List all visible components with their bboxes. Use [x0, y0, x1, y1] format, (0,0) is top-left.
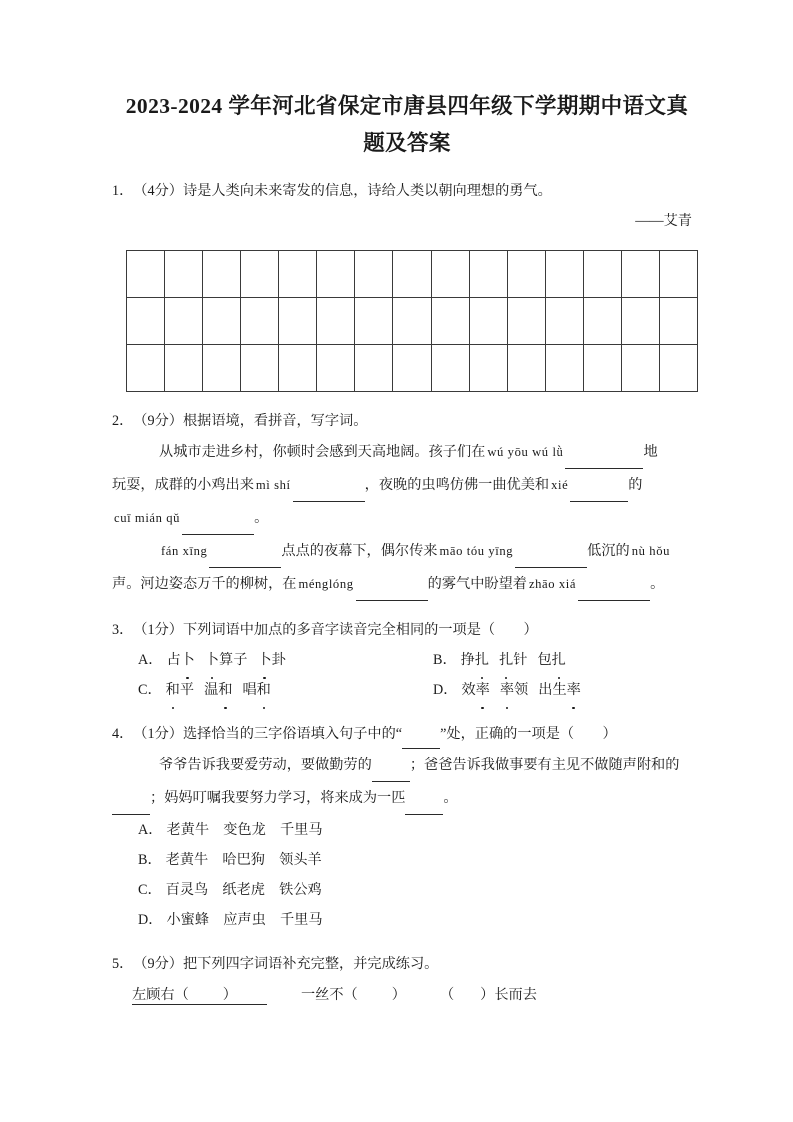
emphasized-char: 卜: [205, 645, 219, 675]
question-3-options: [112, 645, 702, 705]
option-char: 温: [204, 682, 219, 698]
option-label: B．: [433, 652, 457, 668]
pinyin-text: mì shí: [255, 478, 291, 492]
question-2-body: [112, 436, 702, 601]
answer-blank[interactable]: [515, 552, 587, 568]
question-4-number: 4．: [112, 726, 134, 742]
emphasized-char: 卜: [257, 645, 271, 675]
pinyin-text: māo tóu yīng: [439, 544, 514, 558]
grid-cell[interactable]: [545, 345, 583, 392]
grid-cell[interactable]: [165, 251, 203, 298]
question-4-line: [112, 749, 702, 782]
grid-cell[interactable]: [545, 298, 583, 345]
option-A[interactable]: [112, 815, 702, 845]
question-4-text-post: ”处，正确的一项是（ ）: [440, 726, 617, 742]
idiom-text-after: ）: [222, 987, 237, 1003]
question-1-score: （4分）: [133, 183, 183, 199]
question-2-number: 2．: [112, 413, 134, 429]
grid-cell[interactable]: [507, 345, 545, 392]
grid-cell[interactable]: [241, 345, 279, 392]
question-3-stem: [112, 615, 702, 645]
question-1-attribution: ——艾青: [635, 213, 692, 229]
option-D[interactable]: [112, 905, 702, 935]
question-4-line: [112, 782, 702, 815]
grid-cell[interactable]: [127, 345, 165, 392]
pinyin-text: fán xīng: [161, 544, 208, 558]
sentence-text: 地: [643, 444, 658, 460]
option-char: 算子: [219, 652, 248, 668]
sentence-text: 的雾气中盼望着: [427, 576, 527, 592]
option-label: C．: [138, 882, 162, 898]
question-1-stem: [112, 176, 702, 206]
writing-grid-wrap: [126, 250, 702, 392]
question-5-score: （9分）: [133, 956, 183, 972]
grid-cell[interactable]: [621, 298, 659, 345]
option-B[interactable]: [407, 645, 702, 675]
grid-cell[interactable]: [393, 251, 431, 298]
option-char: 卦: [271, 652, 286, 668]
question-4: [112, 719, 702, 935]
sentence-text: ，夜晚的虫鸣仿佛一曲优美和: [364, 477, 550, 493]
sentence-text: ；爸爸告诉我做事要有主见不做随声附和的: [409, 757, 680, 773]
answer-blank[interactable]: [372, 766, 410, 782]
grid-cell[interactable]: [659, 345, 697, 392]
question-1-number: 1．: [112, 183, 134, 199]
option-B[interactable]: [112, 845, 702, 875]
question-4-body: [112, 749, 702, 815]
option-label: A．: [138, 822, 163, 838]
grid-cell[interactable]: [393, 345, 431, 392]
question-2-line: [112, 502, 702, 535]
answer-blank[interactable]: [578, 585, 650, 601]
grid-cell[interactable]: [317, 298, 355, 345]
question-2-stem: [112, 406, 702, 436]
table-row: [127, 345, 698, 392]
option-text: 百灵鸟 纸老虎 铁公鸡: [165, 882, 322, 898]
grid-cell[interactable]: [583, 251, 621, 298]
grid-cell[interactable]: [241, 251, 279, 298]
grid-cell[interactable]: [317, 345, 355, 392]
emphasized-char: 和: [257, 675, 271, 705]
option-char: 效: [461, 682, 476, 698]
option-label: D．: [138, 912, 163, 928]
grid-cell[interactable]: [317, 251, 355, 298]
question-3-score: （1分）: [133, 622, 183, 638]
option-D[interactable]: [407, 675, 702, 705]
question-2-line: [112, 469, 702, 502]
question-4-text-pre: 选择恰当的三字俗语填入句子中的“: [182, 726, 403, 742]
pinyin-text: cuī mián qǔ: [114, 511, 181, 525]
sentence-text: 低沉的: [587, 543, 630, 559]
option-C[interactable]: [112, 675, 407, 705]
pinyin-text: xié: [551, 478, 569, 492]
grid-cell[interactable]: [469, 345, 507, 392]
answer-blank[interactable]: [570, 486, 628, 502]
grid-cell[interactable]: [507, 298, 545, 345]
table-row: [127, 298, 698, 345]
grid-cell[interactable]: [659, 251, 697, 298]
idiom-item[interactable]: [301, 987, 406, 1003]
sentence-text: 。: [443, 790, 458, 806]
emphasized-char: 率: [500, 675, 514, 705]
grid-cell[interactable]: [545, 251, 583, 298]
sentence-text: 爷爷告诉我要爱劳动，要做勤劳的: [159, 757, 372, 773]
grid-cell[interactable]: [621, 251, 659, 298]
answer-blank[interactable]: [405, 799, 443, 815]
emphasized-char: 扎: [475, 645, 489, 675]
question-1: [112, 176, 702, 392]
emphasized-char: 扎: [552, 645, 566, 675]
option-label: B．: [138, 852, 162, 868]
grid-cell[interactable]: [127, 298, 165, 345]
idiom-item[interactable]: [440, 987, 537, 1003]
answer-blank[interactable]: [209, 552, 281, 568]
grid-cell[interactable]: [203, 298, 241, 345]
option-label: D．: [433, 682, 458, 698]
answer-blank[interactable]: [112, 799, 150, 815]
question-4-score: （1分）: [133, 726, 183, 742]
grid-cell[interactable]: [583, 345, 621, 392]
question-2-score: （9分）: [133, 413, 183, 429]
grid-cell[interactable]: [279, 298, 317, 345]
option-char: 占: [166, 652, 181, 668]
pinyin-text: zhāo xiá: [528, 577, 577, 591]
emphasized-char: 扎: [499, 645, 513, 675]
grid-cell[interactable]: [279, 251, 317, 298]
sentence-text: ；妈妈叮嘱我要努力学习，将来成为一匹: [150, 790, 406, 806]
grid-cell[interactable]: [165, 345, 203, 392]
sentence-text: 从城市走进乡村，你顿时会感到天高地阔。孩子们在: [159, 444, 486, 460]
emphasized-char: 率: [567, 675, 581, 705]
page-title: 2023-2024 学年河北省保定市唐县四年级下学期期中语文真题及答案: [125, 94, 689, 155]
pinyin-text: wú yōu wú lǜ: [487, 445, 564, 459]
question-3-number: 3．: [112, 622, 134, 638]
emphasized-char: 卜: [181, 645, 195, 675]
option-row: [112, 675, 702, 705]
page-content: [112, 88, 702, 1012]
sentence-text: 声。河边姿态万千的柳树，在: [112, 576, 297, 592]
question-3-text: 下列词语中加点的多音字读音完全相同的一项是（ ）: [182, 622, 538, 638]
idiom-text-before: 左顾右（: [132, 987, 189, 1003]
grid-cell[interactable]: [583, 298, 621, 345]
grid-cell[interactable]: [431, 251, 469, 298]
option-char: 唱: [242, 682, 257, 698]
option-char: 包: [537, 652, 552, 668]
sentence-text: 。: [650, 576, 665, 592]
grid-cell[interactable]: [393, 298, 431, 345]
question-4-stem: [112, 719, 702, 749]
sentence-text: 点点的夜幕下，偶尔传来: [281, 543, 438, 559]
emphasized-char: 和: [218, 675, 232, 705]
grid-cell[interactable]: [203, 251, 241, 298]
option-row: [112, 645, 702, 675]
option-text: 老黄牛 哈巴狗 领头羊: [165, 852, 322, 868]
idiom-text-before: 一丝不（: [300, 987, 358, 1003]
grid-cell[interactable]: [621, 345, 659, 392]
answer-blank[interactable]: [356, 585, 428, 601]
option-char: 针: [513, 652, 528, 668]
option-char: 平: [179, 682, 195, 698]
question-2-line: [112, 568, 702, 601]
pinyin-text: ménglóng: [298, 577, 354, 591]
answer-blank[interactable]: [182, 519, 254, 535]
question-4-stem-blank[interactable]: [402, 733, 440, 749]
question-1-text: 诗是人类向未来寄发的信息，诗给人类以朝向理想的勇气。: [182, 183, 552, 199]
question-2-text: 根据语境，看拼音，写字词。: [182, 413, 368, 429]
option-char: 出生: [538, 682, 567, 698]
grid-cell[interactable]: [469, 251, 507, 298]
question-5-text: 把下列四字词语补充完整，并完成练习。: [182, 956, 439, 972]
question-2: [112, 406, 702, 601]
question-5-idioms: [112, 979, 702, 1012]
grid-cell[interactable]: [355, 345, 393, 392]
option-A[interactable]: [112, 645, 407, 675]
answer-blank[interactable]: [293, 486, 365, 502]
writing-grid[interactable]: [126, 250, 698, 392]
question-2-line: [112, 535, 702, 568]
option-text: 老黄牛 变色龙 千里马: [166, 822, 323, 838]
sentence-text: 的: [628, 477, 643, 493]
question-2-line: [112, 436, 702, 469]
option-label: C．: [138, 682, 162, 698]
option-char: 挣: [460, 652, 475, 668]
question-5-stem: [112, 949, 702, 979]
grid-cell[interactable]: [355, 251, 393, 298]
question-4-options: [112, 815, 702, 935]
idiom-text-before: （: [439, 987, 455, 1003]
grid-cell[interactable]: [469, 298, 507, 345]
grid-cell[interactable]: [355, 298, 393, 345]
sentence-text: 玩耍，成群的小鸡出来: [112, 477, 254, 493]
emphasized-char: 和: [166, 675, 180, 705]
grid-cell[interactable]: [241, 298, 279, 345]
idiom-item[interactable]: [132, 987, 267, 1005]
emphasized-char: 率: [476, 675, 490, 705]
grid-cell[interactable]: [431, 345, 469, 392]
table-row: [127, 251, 698, 298]
grid-cell[interactable]: [279, 345, 317, 392]
grid-cell[interactable]: [431, 298, 469, 345]
question-5-number: 5．: [112, 956, 134, 972]
grid-cell[interactable]: [127, 251, 165, 298]
grid-cell[interactable]: [507, 251, 545, 298]
question-3: [112, 615, 702, 705]
grid-cell[interactable]: [203, 345, 241, 392]
pinyin-text: nù hǒu: [631, 544, 670, 558]
grid-cell[interactable]: [659, 298, 697, 345]
sentence-text: 。: [254, 510, 269, 526]
idiom-text-after: ）: [391, 987, 406, 1003]
answer-blank[interactable]: [565, 453, 643, 469]
option-C[interactable]: [112, 875, 702, 905]
question-5: [112, 949, 702, 1012]
option-label: A．: [138, 652, 163, 668]
option-text: 小蜜蜂 应声虫 千里马: [166, 912, 323, 928]
idiom-text-after: ）长而去: [480, 987, 537, 1003]
grid-cell[interactable]: [165, 298, 203, 345]
option-char: 领: [514, 682, 529, 698]
